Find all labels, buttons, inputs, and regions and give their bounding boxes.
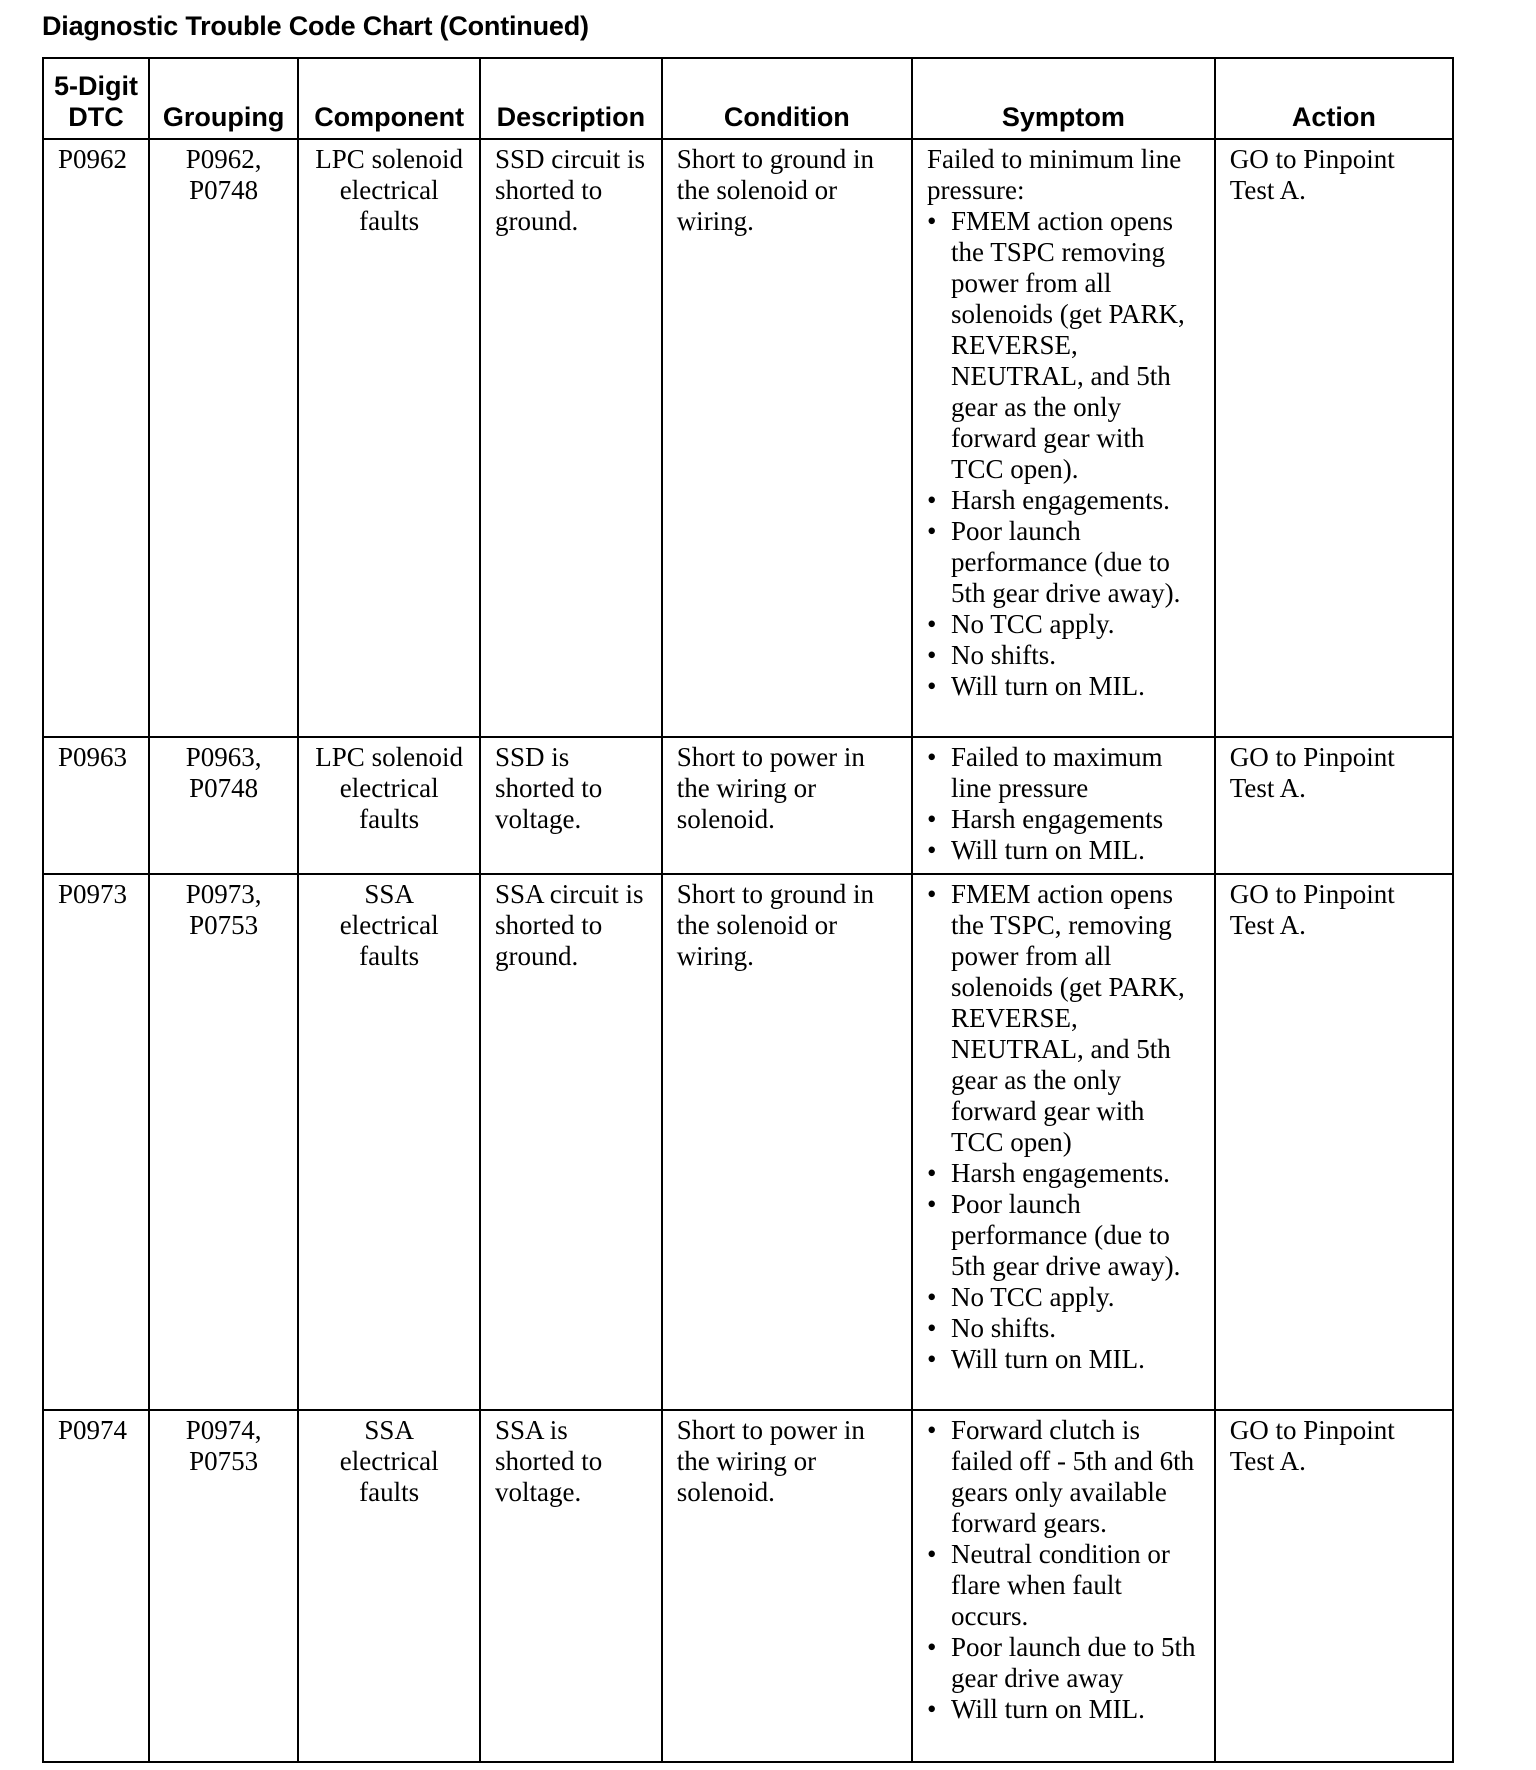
cell-description: SSD is shorted to voltage. [480, 737, 662, 874]
table-row [43, 139, 1453, 737]
symptom-item: • Forward clutch is failed off - 5th and 6th gears only available forward gears. [927, 1415, 1200, 1539]
cell-symptom [912, 874, 1215, 1410]
cell-condition: Short to ground in the solenoid or wiring. [662, 874, 912, 1410]
cell-description: SSA circuit is shorted to ground. [480, 874, 662, 1410]
cell-dtc: P0973 [43, 874, 149, 1410]
cell-component: LPC solenoid electrical faults [298, 139, 480, 737]
symptom-item: • Will turn on MIL. [927, 835, 1200, 866]
table-row [43, 737, 1453, 874]
table-header-row [43, 58, 1453, 139]
cell-component: LPC solenoid electrical faults [298, 737, 480, 874]
symptom-list [927, 879, 1200, 1375]
dtc-table [42, 57, 1454, 1763]
symptom-item: • No TCC apply. [927, 1282, 1200, 1313]
cell-condition: Short to ground in the solenoid or wiring. [662, 139, 912, 737]
symptom-item: • Neutral condition or flare when fault occurs. [927, 1539, 1200, 1632]
cell-symptom [912, 1410, 1215, 1762]
cell-condition: Short to power in the wiring or solenoid. [662, 1410, 912, 1762]
symptom-list [927, 1415, 1200, 1725]
header-action: Action [1215, 58, 1453, 139]
cell-action: GO to Pinpoint Test A. [1215, 139, 1453, 737]
cell-condition: Short to power in the wiring or solenoid. [662, 737, 912, 874]
header-condition: Condition [662, 58, 912, 139]
header-component: Component [298, 58, 480, 139]
cell-symptom [912, 139, 1215, 737]
symptom-item: • FMEM action opens the TSPC, removing power from all solenoids (get PARK, REVERSE, NEUTRAL, and 5th gear as the only forward gear with TCC open) [927, 879, 1200, 1158]
symptom-item: • No TCC apply. [927, 609, 1200, 640]
header-dtc: 5-Digit DTC [43, 58, 149, 139]
cell-symptom [912, 737, 1215, 874]
symptom-item: • Will turn on MIL. [927, 1344, 1200, 1375]
cell-dtc: P0962 [43, 139, 149, 737]
page-title: Diagnostic Trouble Code Chart (Continued) [42, 11, 589, 41]
cell-description: SSA is shorted to voltage. [480, 1410, 662, 1762]
symptom-item: • Poor launch due to 5th gear drive away [927, 1632, 1200, 1694]
cell-action: GO to Pinpoint Test A. [1215, 737, 1453, 874]
cell-grouping: P0963, P0748 [149, 737, 298, 874]
cell-description: SSD circuit is shorted to ground. [480, 139, 662, 737]
symptom-intro: Failed to minimum line pressure: [926, 144, 1182, 205]
cell-dtc: P0974 [43, 1410, 149, 1762]
symptom-list [927, 742, 1200, 866]
symptom-item: • No shifts. [927, 1313, 1200, 1344]
cell-component: SSA electrical faults [298, 1410, 480, 1762]
symptom-item: • Poor launch performance (due to 5th gear drive away). [927, 516, 1200, 609]
symptom-item: • FMEM action opens the TSPC removing power from all solenoids (get PARK, REVERSE, NEUTRAL, and 5th gear as the only forward gear with TCC open). [927, 206, 1200, 485]
header-grouping: Grouping [149, 58, 298, 139]
table-row [43, 1410, 1453, 1762]
symptom-item: • Harsh engagements. [927, 1158, 1200, 1189]
symptom-item: • No shifts. [927, 640, 1200, 671]
symptom-item: • Harsh engagements [927, 804, 1200, 835]
header-symptom: Symptom [912, 58, 1215, 139]
cell-grouping: P0962, P0748 [149, 139, 298, 737]
cell-dtc: P0963 [43, 737, 149, 874]
cell-grouping: P0973, P0753 [149, 874, 298, 1410]
table-row [43, 874, 1453, 1410]
symptom-item: • Will turn on MIL. [927, 671, 1200, 702]
cell-action: GO to Pinpoint Test A. [1215, 874, 1453, 1410]
symptom-item: • Will turn on MIL. [927, 1694, 1200, 1725]
cell-action: GO to Pinpoint Test A. [1215, 1410, 1453, 1762]
symptom-item: • Failed to maximum line pressure [927, 742, 1200, 804]
cell-component: SSA electrical faults [298, 874, 480, 1410]
symptom-item: • Poor launch performance (due to 5th gear drive away). [927, 1189, 1200, 1282]
cell-grouping: P0974, P0753 [149, 1410, 298, 1762]
symptom-item: • Harsh engagements. [927, 485, 1200, 516]
symptom-list [927, 206, 1200, 702]
header-description: Description [480, 58, 662, 139]
